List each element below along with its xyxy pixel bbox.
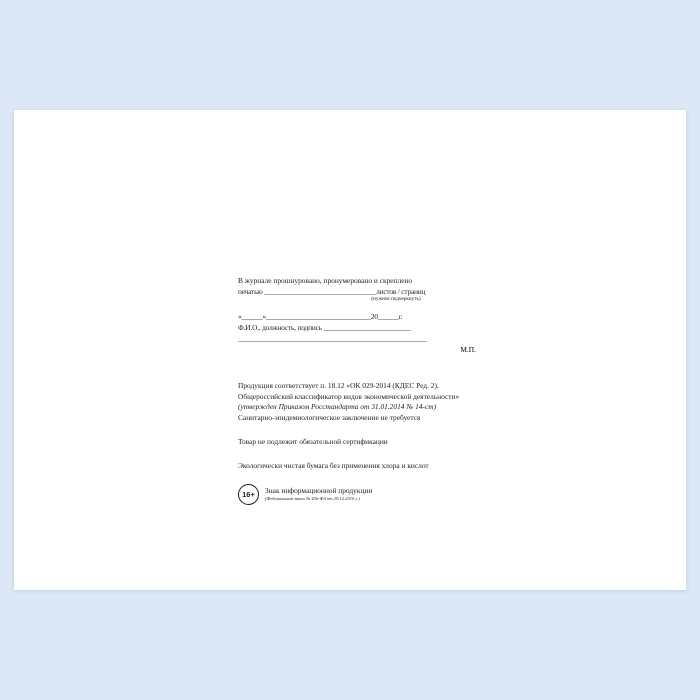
document-page (14, 110, 686, 590)
certification-date-line: «______»______________________________20______г. (238, 312, 403, 322)
certification-line-1: В журнале прошнуровано, пронумеровано и скреплено (238, 276, 413, 285)
product-compliance-line-1: Продукция соответствует п. 18.12 «ОК 029-2014 (КДЕС Ред. 2). (238, 380, 439, 390)
stamp-place-label: М.П. (460, 344, 476, 354)
certification-line-2: печатью ________________________________листов / страниц (238, 287, 426, 297)
age-mark-subtitle: (Федеральный закон № 436-ФЗ от 29.12.2010 г.) (265, 496, 360, 502)
age-mark-block (238, 484, 498, 505)
certification-block (238, 275, 498, 354)
age-mark-title: Знак информационной продукции (265, 486, 373, 496)
certification-line-2-note: (нужное подчеркнуть) (371, 296, 421, 303)
product-compliance-line-3: (утвержден Приказом Росстандарта от 31.01.2014 № 14-ст) (238, 401, 437, 411)
certification-note: Товар не подлежит обязательной сертификации (238, 436, 388, 446)
age-mark-text (265, 487, 372, 501)
certification-signature-line: Ф.И.О., должность, подпись _________________________ (238, 323, 411, 333)
paper-note: Экологически чистая бумага без применения хлора и кислот (238, 460, 429, 470)
certification-blank-line: ______________________________________________________ (238, 334, 427, 344)
age-rating-icon: 16+ (238, 484, 259, 505)
product-compliance-line-2: Общероссийский классификатор видов экономической деятельности» (238, 391, 460, 401)
sanitary-note: Санитарно-эпидемиологическое заключение не требуется (238, 412, 421, 422)
document-content (238, 275, 498, 505)
notes-block (238, 380, 498, 472)
